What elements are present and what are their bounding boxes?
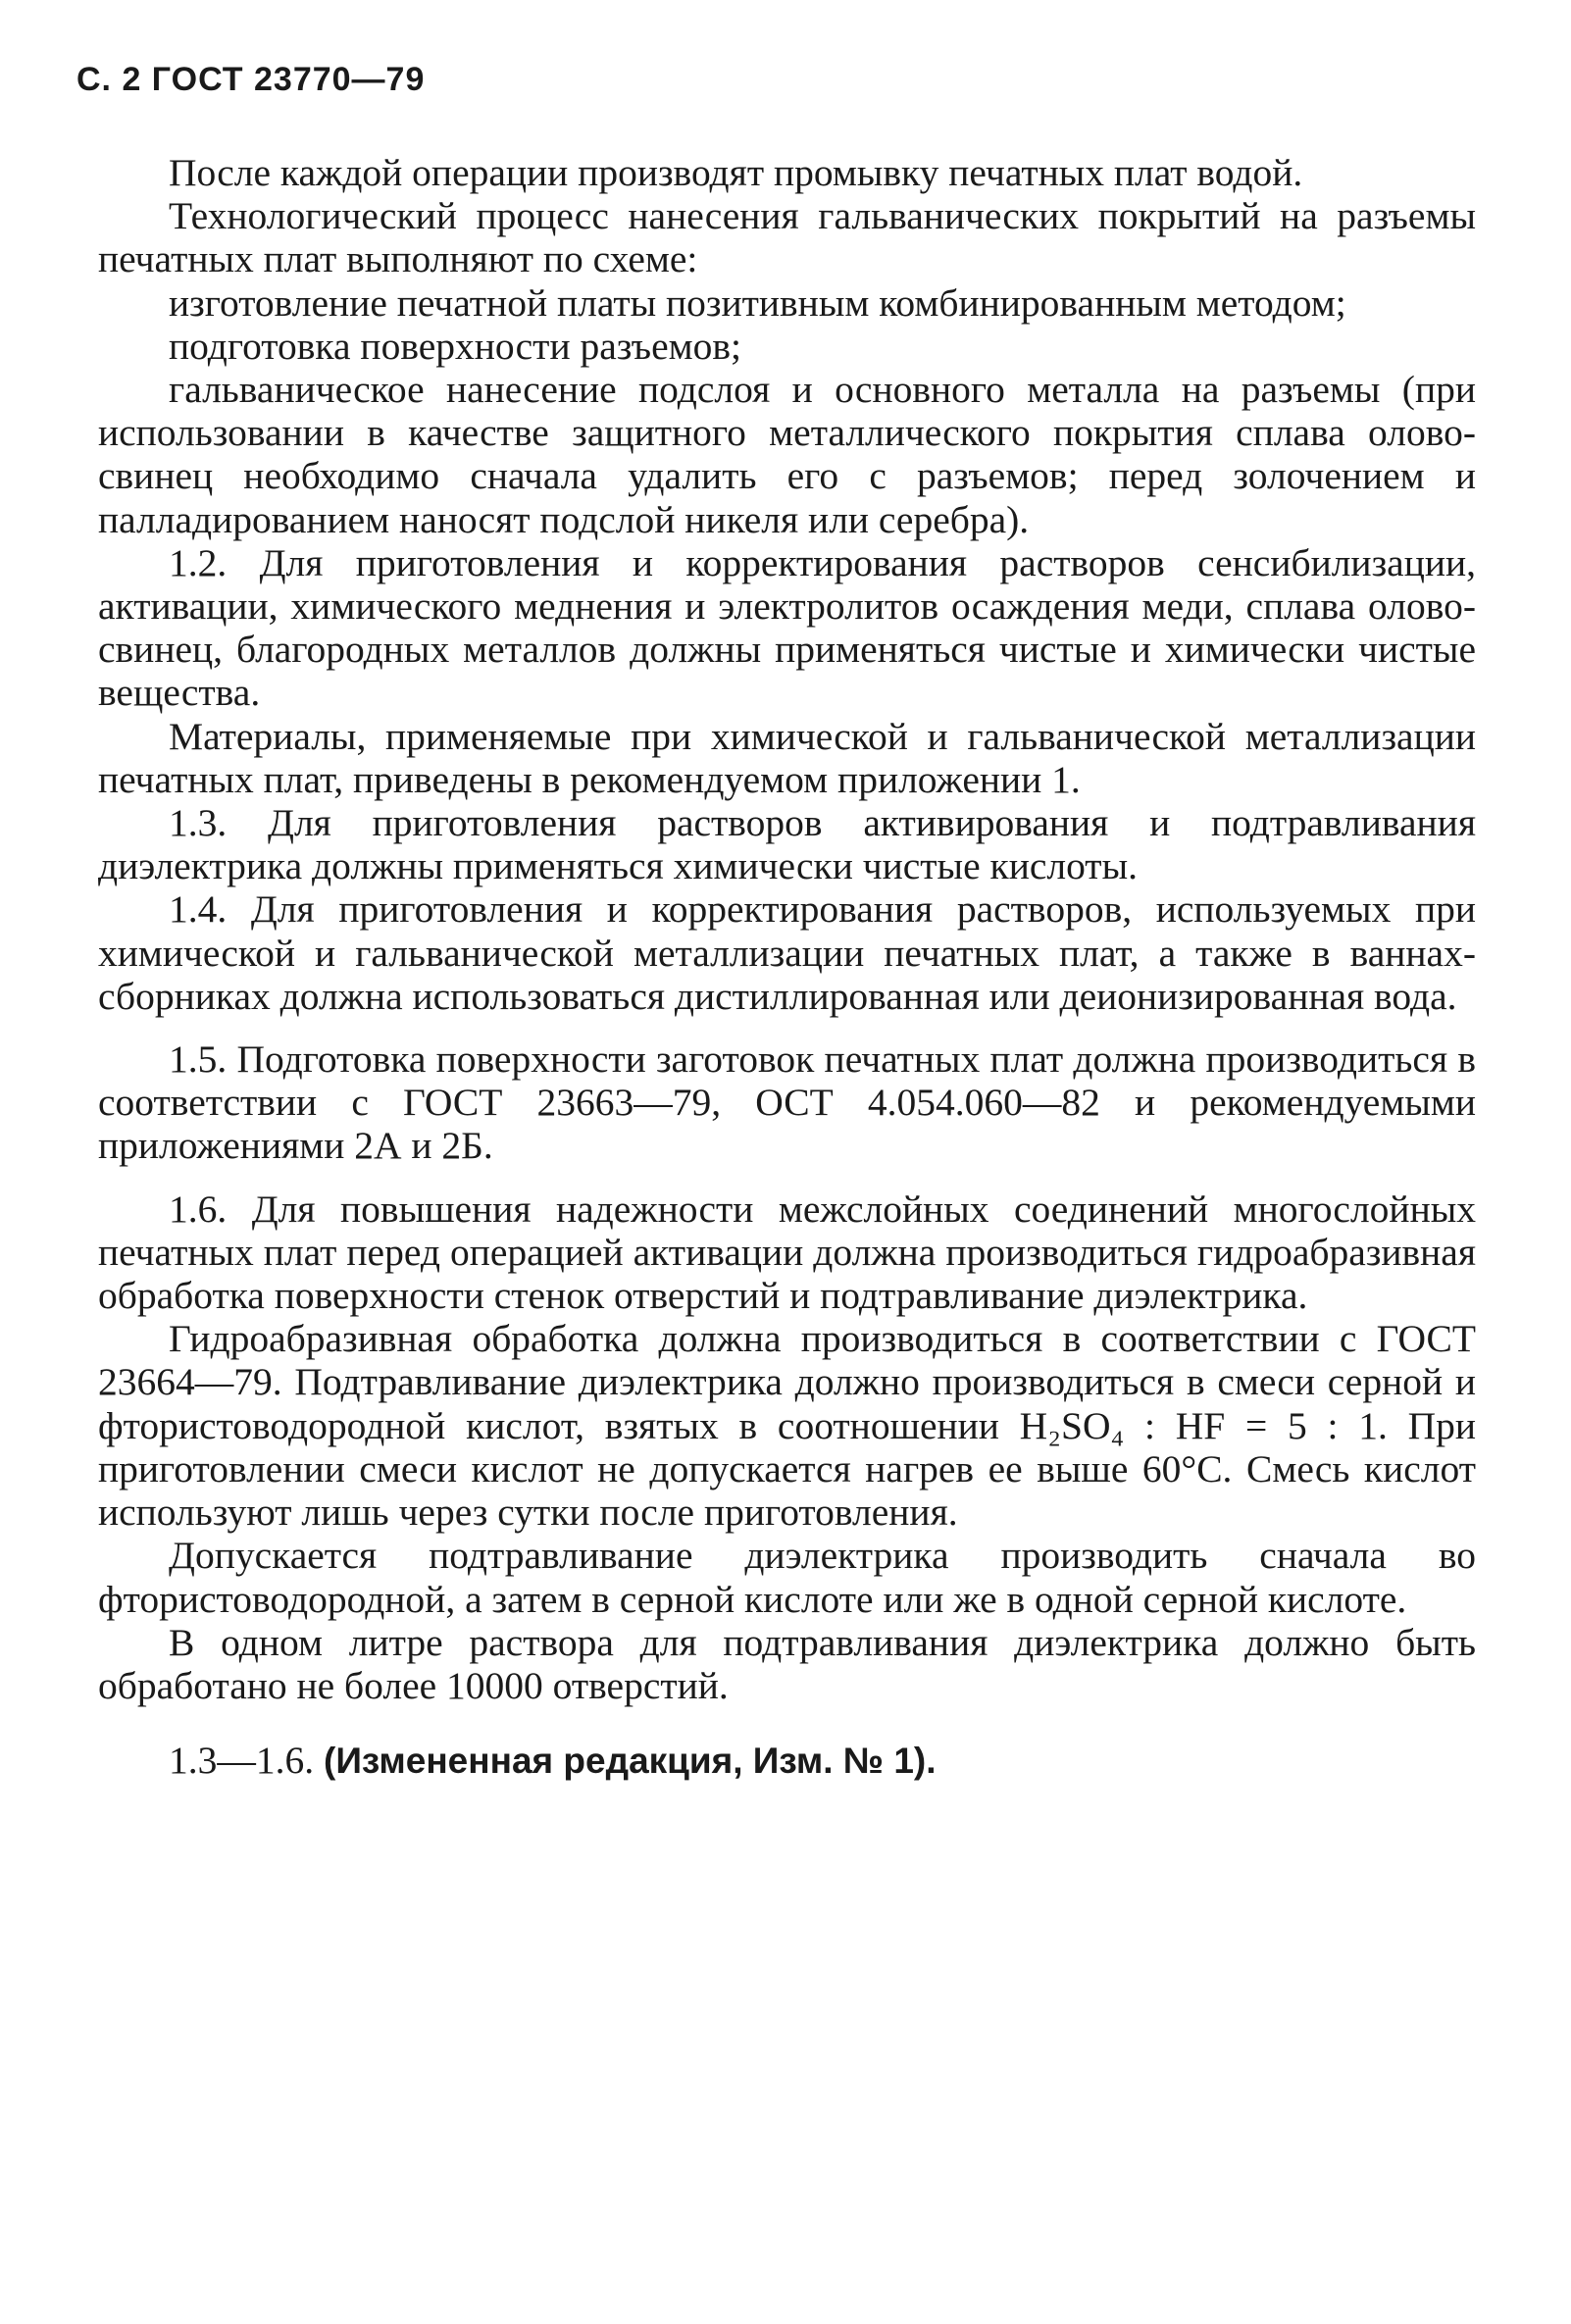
page-header: С. 2 ГОСТ 23770—79 <box>76 61 426 98</box>
paragraph: 1.4. Для приготовления и корректирования растворов, используемых при химической и гальванической металлизации печатных плат, а также в ваннах-сборниках должна использоваться дистиллированная или деионизированная вода. <box>98 887 1476 1018</box>
amendment-text: (Измененная редакция, Изм. № 1). <box>324 1741 937 1782</box>
paragraph: Гидроабразивная обработка должна производиться в соответствии с ГОСТ 23664—79. Подтравливание диэлектрика должно производиться в смеси серной и фтористоводородной кислот, взятых в соотношении H₂SO₄ : HF = 5 : 1. При приготовлении смеси кислот не допускается нагрев ее выше 60°С. Смесь кислот используют лишь через сутки после приготовления. <box>98 1317 1476 1535</box>
document-body <box>98 151 1476 1822</box>
paragraph: После каждой операции производят промывку печатных плат водой. <box>169 151 1303 194</box>
paragraph: изготовление печатной платы позитивным комбинированным методом; <box>169 280 1346 325</box>
paragraph: Допускается подтравливание диэлектрика производить сначала во фтористоводородной, а затем в серной кислоте или же в одной серной кислоте. <box>98 1534 1476 1621</box>
paragraph: 1.2. Для приготовления и корректирования растворов сенсибилизации, активации, химического меднения и электролитов осаждения меди, сплава олово-свинец, благородных металлов должны применяться чистые и химически чистые вещества. <box>98 540 1476 715</box>
paragraph: 1.6. Для повышения надежности межслойных соединений многослойных печатных плат перед операцией активации должна производиться гидроабразивная обработка поверхности стенок отверстий и подтравливание диэлектрика. <box>98 1187 1476 1318</box>
paragraph: подготовка поверхности разъемов; <box>169 324 741 368</box>
amendment-ref: 1.3—1.6. <box>169 1739 315 1783</box>
amendment-note <box>98 1739 1476 1783</box>
paragraph: гальваническое нанесение подслоя и основного металла на разъемы (при использовании в качестве защитного металлического покрытия сплава олово-свинец необходимо сначала удалить его с разъемов; перед золочением и палладированием наносят подслой никеля или серебра). <box>98 368 1476 541</box>
paragraph: Технологический процесс нанесения гальванических покрытий на разъемы печатных плат выполняют по схеме: <box>98 194 1476 281</box>
paragraph: 1.5. Подготовка поверхности заготовок печатных плат должна производиться в соответствии с ГОСТ 23663—79, ОСТ 4.054.060—82 и рекомендуемыми приложениями 2А и 2Б. <box>98 1037 1476 1168</box>
paragraph: В одном литре раствора для подтравливания диэлектрика должно быть обработано не более 10000 отверстий. <box>98 1620 1476 1707</box>
paragraph: Материалы, применяемые при химической и гальванической металлизации печатных плат, приведены в рекомендуемом приложении 1. <box>98 714 1476 801</box>
paragraph: 1.3. Для приготовления растворов активирования и подтравливания диэлектрика должны применяться химически чистые кислоты. <box>98 801 1476 888</box>
